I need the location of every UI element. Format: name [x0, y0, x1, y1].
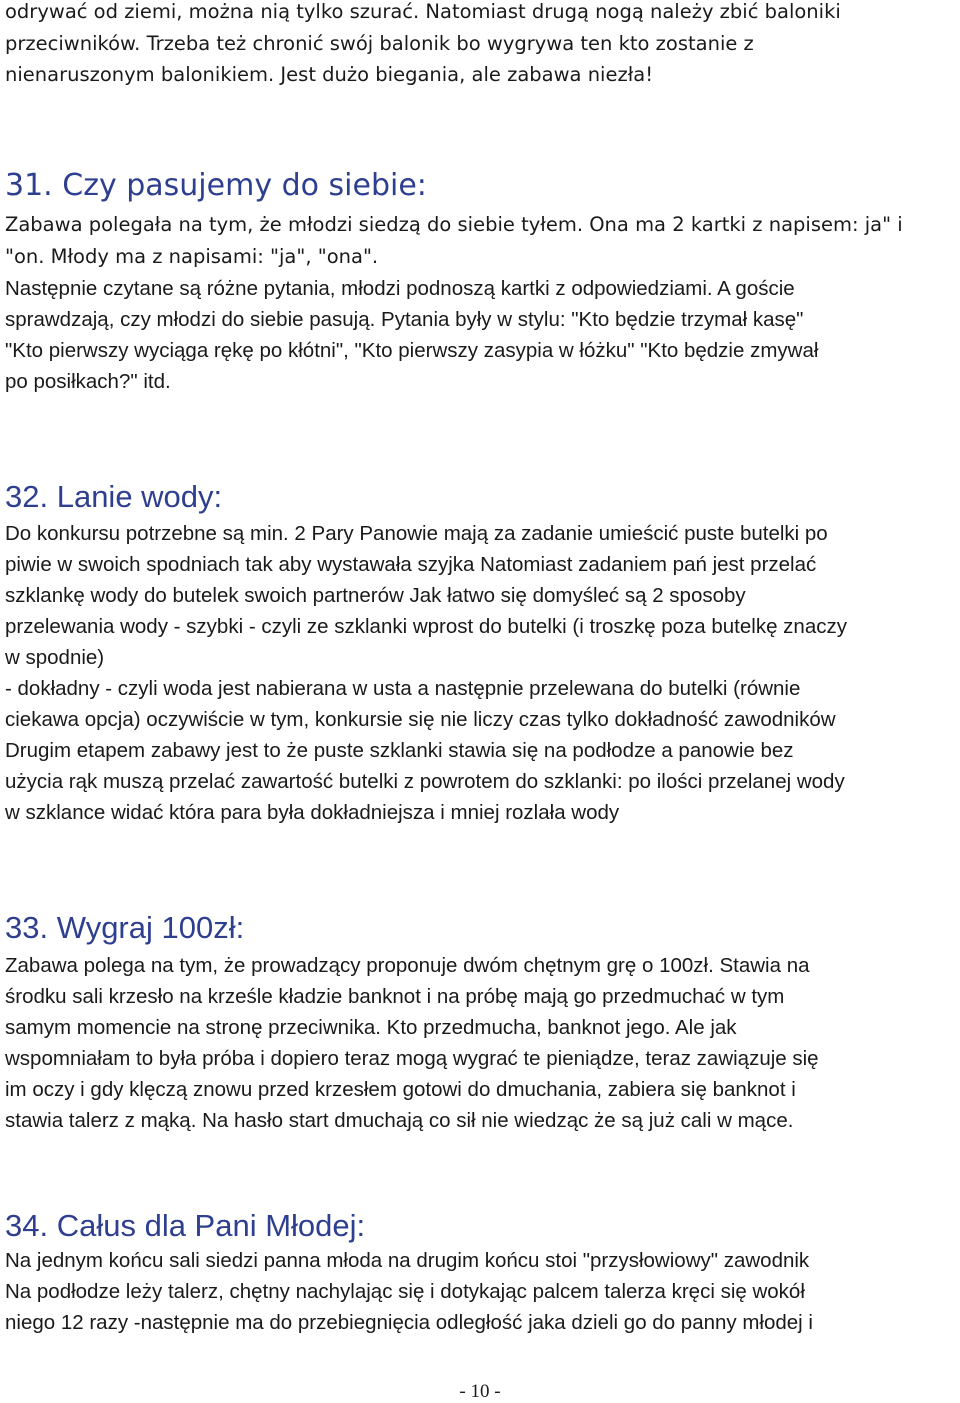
section-34-line-2: Na podłodze leży talerz, chętny nachylając się i dotykając palcem talerza kręci się wokół	[5, 1280, 805, 1303]
section-32-line-8: Drugim etapem zabawy jest to że puste szklanki stawia się na podłodze a panowie bez	[5, 739, 794, 762]
section-32-line-4: przelewania wody - szybki - czyli ze szklanki wprost do butelki (i troszkę poza butelkę znaczy	[5, 615, 847, 638]
section-34-heading: 34. Całus dla Pani Młodej:	[5, 1208, 366, 1243]
section-33-line-1: Zabawa polega na tym, że prowadzący proponuje dwóm chętnym grę o 100zł. Stawia na	[5, 954, 810, 977]
section-31-line-5: "Kto pierwszy wyciąga rękę po kłótni", "Kto pierwszy zasypia w łóżku" "Kto będzie zmywał	[5, 339, 819, 362]
section-31-line-4: sprawdzają, czy młodzi do siebie pasują. Pytania były w stylu: "Kto będzie trzymał kasę"	[5, 308, 804, 331]
section-34-line-3: niego 12 razy -następnie ma do przebiegnięcia odległość jaka dzieli go do panny młodej i	[5, 1311, 813, 1334]
section-33-line-3: samym momencie na stronę przeciwnika. Kto przedmucha, banknot jego. Ale jak	[5, 1016, 737, 1039]
section-32-line-10: w szklance widać która para była dokładniejsza i mniej rozlała wody	[5, 801, 620, 824]
section-31-line-1: Zabawa polegała na tym, że młodzi siedzą do siebie tyłem. Ona ma 2 kartki z napisem: ja" i	[5, 213, 903, 236]
section-33-line-2: środku sali krzesło na krześle kładzie banknot i na próbę mają go przedmuchać w tym	[5, 985, 785, 1008]
intro-line-1: odrywać od ziemi, można nią tylko szurać. Natomiast drugą nogą należy zbić baloniki	[5, 0, 841, 23]
section-31-heading: 31. Czy pasujemy do siebie:	[5, 168, 427, 203]
intro-line-3: nienaruszonym balonikiem. Jest dużo biegania, ale zabawa niezła!	[5, 63, 654, 86]
section-32-line-9: użycia rąk muszą przelać zawartość butelki z powrotem do szklanki: po ilości przelanej wody	[5, 770, 845, 793]
page-number: - 10 -	[459, 1381, 501, 1402]
section-31-line-2: "on. Młody ma z napisami: "ja", "ona".	[5, 245, 379, 268]
section-31-line-6: po posiłkach?" itd.	[5, 370, 171, 393]
section-32-heading: 32. Lanie wody:	[5, 479, 223, 514]
section-33-line-5: im oczy i gdy klęczą znowu przed krzesłem gotowi do dmuchania, zabiera się banknot i	[5, 1078, 796, 1101]
section-33-line-6: stawia talerz z mąką. Na hasło start dmuchają co sił nie wiedząc że są już cali w mące.	[5, 1109, 794, 1132]
section-31-line-3: Następnie czytane są różne pytania, młodzi podnoszą kartki z odpowiedziami. A goście	[5, 277, 795, 300]
section-32-line-6: - dokładny - czyli woda jest nabierana w usta a następnie przelewana do butelki (równie	[5, 677, 801, 700]
section-32-line-2: piwie w swoich spodniach tak aby wystawała szyjka Natomiast zadaniem pań jest przelać	[5, 553, 817, 576]
intro-line-2: przeciwników. Trzeba też chronić swój balonik bo wygrywa ten kto zostanie z	[5, 32, 754, 55]
section-34-line-1: Na jednym końcu sali siedzi panna młoda na drugim końcu stoi "przysłowiowy" zawodnik	[5, 1249, 810, 1272]
section-32-line-3: szklankę wody do butelek swoich partnerów Jak łatwo się domyśleć są 2 sposoby	[5, 584, 746, 607]
section-32-line-1: Do konkursu potrzebne są min. 2 Pary Panowie mają za zadanie umieścić puste butelki po	[5, 522, 828, 545]
section-32-line-5: w spodnie)	[5, 646, 105, 669]
section-33-heading: 33. Wygraj 100zł:	[5, 910, 245, 945]
section-33-line-4: wspomniałam to była próba i dopiero teraz mogą wygrać te pieniądze, teraz zawiązuje się	[5, 1047, 819, 1070]
section-32-line-7: ciekawa opcja) oczywiście w tym, konkursie się nie liczy czas tylko dokładność zawodników	[5, 708, 836, 731]
